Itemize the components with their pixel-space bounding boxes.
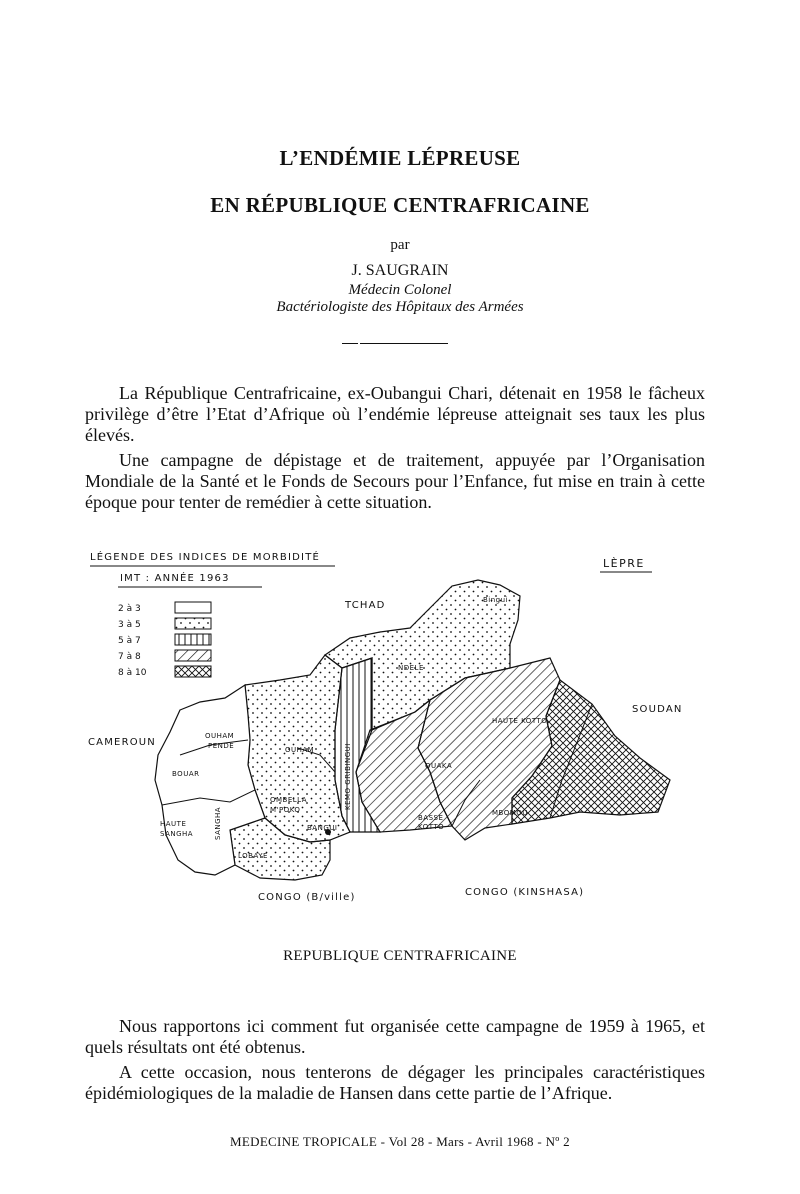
paragraph-3-text: Nous rapportons ici comment fut organisée cette campagne de 1959 à 1965, et quels résultats ont été obtenus.: [85, 1016, 705, 1057]
label-basse-kotto-2: KOTTO: [418, 823, 445, 831]
journal-footer: MEDECINE TROPICALE - Vol 28 - Mars - Avril 1968 - Nº 2: [230, 1134, 570, 1149]
legend-swatch: [175, 602, 211, 613]
lepre-tag: LÈPRE: [603, 557, 645, 570]
paragraph-1: [85, 383, 705, 446]
by-line: par: [390, 237, 410, 253]
legend-swatch: [175, 618, 211, 629]
paragraph-4-text: A cette occasion, nous tenterons de dégager les principales caractéristiques épidémiologiques de la maladie de Hansen dans cette partie de l’Afrique.: [85, 1062, 705, 1103]
label-congo-bville: CONGO (B/ville): [258, 892, 356, 903]
map-legend: [90, 550, 335, 678]
legend-label: 8 à 10: [118, 668, 147, 678]
label-ouaka: OUAKA: [425, 762, 453, 770]
label-haute-kotto: HAUTE KOTTO: [492, 717, 548, 725]
map-caption: REPUBLIQUE CENTRAFRICAINE: [283, 948, 517, 964]
legend-subtitle: IMT : ANNÉE 1963: [120, 573, 230, 584]
separator-rule: [360, 343, 448, 344]
label-soudan: SOUDAN: [632, 704, 683, 715]
article-title-line1: L’ENDÉMIE LÉPREUSE: [279, 146, 521, 170]
label-tchad: TCHAD: [345, 600, 386, 611]
paragraph-2-text: Une campagne de dépistage et de traitement, appuyée par l’Organisation Mondiale de la Santé et le Fonds de Secours pour l’Enfance, fut mise en train à cette époque pour tenter de remédier à cette situation.: [85, 450, 705, 512]
label-ndele: NDELE: [398, 664, 424, 672]
label-kemo-gribingui: KEMO GRIBINGUI: [344, 743, 352, 810]
legend-label: 7 à 8: [118, 652, 141, 662]
author-affiliation: Bactériologiste des Hôpitaux des Armées: [276, 299, 524, 315]
legend-swatch: [175, 666, 211, 677]
paragraph-3: [85, 1016, 705, 1058]
label-congo-kinshasa: CONGO (KINSHASA): [465, 887, 585, 898]
label-bamingui: Bingui: [483, 596, 509, 604]
paragraph-1-text: La République Centrafricaine, ex-Oubangui Chari, détenait en 1958 le fâcheux privilège d’être l’Etat d’Afrique où l’endémie lépreuse atteignait ses taux les plus élevés.: [85, 383, 705, 445]
legend-label: 5 à 7: [118, 636, 141, 646]
legend-swatch: [175, 650, 211, 661]
label-ouham-pende-2: PENDE: [208, 742, 235, 750]
legend-swatch: [175, 634, 211, 645]
label-basse-kotto-1: BASSE: [418, 814, 444, 822]
label-ouham-pende-1: OUHAM: [205, 732, 235, 740]
label-bangui: BANGUI: [307, 824, 338, 832]
label-bouar: BOUAR: [172, 770, 200, 778]
country-map: [155, 580, 670, 880]
label-mbomou: MBOMOU: [492, 809, 528, 817]
author-name: J. SAUGRAIN: [351, 262, 449, 279]
paragraph-2: [85, 450, 705, 513]
label-haute-sangha-1: HAUTE: [160, 820, 187, 828]
label-haute-sangha-2: SANGHA: [160, 830, 194, 838]
paragraph-4: [85, 1062, 705, 1104]
label-ouham: OUHAM: [285, 746, 315, 754]
legend-label: 2 à 3: [118, 604, 141, 614]
map-figure: [80, 540, 730, 920]
label-ombella-1: OMBELLA: [270, 796, 308, 804]
separator-rule: [342, 343, 358, 344]
label-lobaye: LOBAYE: [238, 852, 268, 860]
label-cameroun: CAMEROUN: [88, 737, 156, 748]
legend-title: LÉGENDE DES INDICES DE MORBIDITÉ: [90, 552, 321, 563]
author-role: Médecin Colonel: [348, 282, 452, 298]
article-title-line2: EN RÉPUBLIQUE CENTRAFRICAINE: [210, 193, 590, 217]
legend-label: 3 à 5: [118, 620, 141, 630]
label-ombella-2: M'POKO: [270, 806, 301, 814]
label-sangha-river: SANGHA: [214, 806, 222, 840]
